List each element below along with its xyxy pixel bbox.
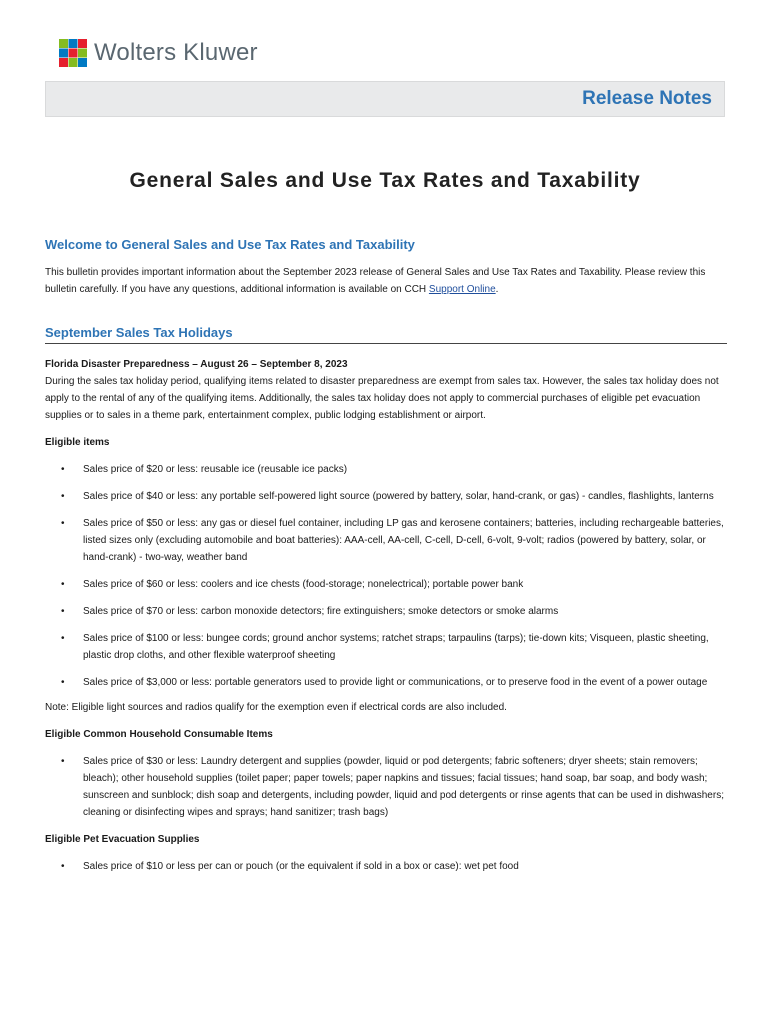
list-item: • Sales price of $40 or less: any portable self-powered light source (powered by battery, solar, hand-crank, or gas) - candles, flashlights, lanterns	[45, 488, 727, 505]
pet-items-list	[45, 858, 727, 875]
release-notes-banner	[45, 81, 725, 117]
holidays-heading: September Sales Tax Holidays	[45, 325, 727, 344]
welcome-paragraph	[45, 264, 727, 298]
list-item: • Sales price of $20 or less: reusable ice (reusable ice packs)	[45, 461, 727, 478]
list-item: • Sales price of $70 or less: carbon monoxide detectors; fire extinguishers; smoke detectors or smoke alarms	[45, 603, 727, 620]
list-item: • Sales price of $100 or less: bungee cords; ground anchor systems; ratchet straps; tarpaulins (tarps); tie-down kits; Visqueen, plastic sheeting, plastic drop cloths, and other flexible waterproof sheeting	[45, 630, 727, 664]
list-item: • Sales price of $10 or less per can or pouch (or the equivalent if sold in a box or case): wet pet food	[45, 858, 727, 875]
brand-name: Wolters Kluwer	[94, 39, 258, 66]
list-item: • Sales price of $60 or less: coolers and ice chests (food-storage; nonelectrical); portable power bank	[45, 576, 727, 593]
event-title: Florida Disaster Preparedness – August 26 – September 8, 2023	[45, 359, 348, 370]
document-body	[45, 237, 727, 875]
welcome-heading: Welcome to General Sales and Use Tax Rates and Taxability	[45, 237, 415, 252]
eligible-items-list	[45, 461, 727, 691]
document-title: General Sales and Use Tax Rates and Taxability	[129, 169, 641, 192]
support-online-link[interactable]: Support Online	[428, 284, 496, 295]
list-item: • Sales price of $50 or less: any gas or diesel fuel container, including LP gas and kerosene containers; batteries, including rechargeable batteries, listed sizes only (excluding automobile and boat batteries): AAA-cell, AA-cell, C-cell, D-cell, 6-volt, 9-volt; radios (powered by battery, solar, or hand-crank) - two-way, weather band	[45, 515, 727, 566]
banner-title: Release Notes	[582, 88, 712, 109]
eligible-items-heading: Eligible items	[45, 437, 110, 448]
note-text: Note: Eligible light sources and radios qualify for the exemption even if electrical cords are also included.	[45, 702, 507, 713]
brand-logo	[58, 36, 258, 70]
list-item: • Sales price of $3,000 or less: portable generators used to provide light or communications, or to preserve food in the event of a power outage	[45, 674, 727, 691]
household-heading: Eligible Common Household Consumable Items	[45, 729, 273, 740]
welcome-body-suffix: .	[495, 284, 499, 295]
welcome-body-text: This bulletin provides important information about the September 2023 release of General Sales and Use Tax Rates and Taxability. Please review this bulletin carefully. If you have any questions, additional information is available on CCH	[45, 267, 706, 295]
event-description: During the sales tax holiday period, qualifying items related to disaster preparedness are exempt from sales tax. However, the sales tax holiday does not apply to the rental of any of the qualifying items. Additionally, the sales tax holiday does not apply to commercial purchases of eligible pet evacuation supplies or to sales in a theme park, entertainment complex, public lodging establishment or airport.	[45, 376, 719, 421]
household-items-list	[45, 753, 727, 821]
list-item: • Sales price of $30 or less: Laundry detergent and supplies (powder, liquid or pod detergents; fabric softeners; dryer sheets; stain removers; bleach); other household supplies (toilet paper; paper towels; paper napkins and tissues; facial tissues; hand soap, bar soap, and body wash; sunscreen and sunblock; dish soap and detergents, including powder, liquid and pod detergents or rinse agents that can be used in dishwashers; cleaning or disinfecting wipes and sprays; hand sanitizer; trash bags)	[45, 753, 727, 821]
pet-heading: Eligible Pet Evacuation Supplies	[45, 834, 200, 845]
wolters-kluwer-logo-icon	[58, 38, 88, 68]
